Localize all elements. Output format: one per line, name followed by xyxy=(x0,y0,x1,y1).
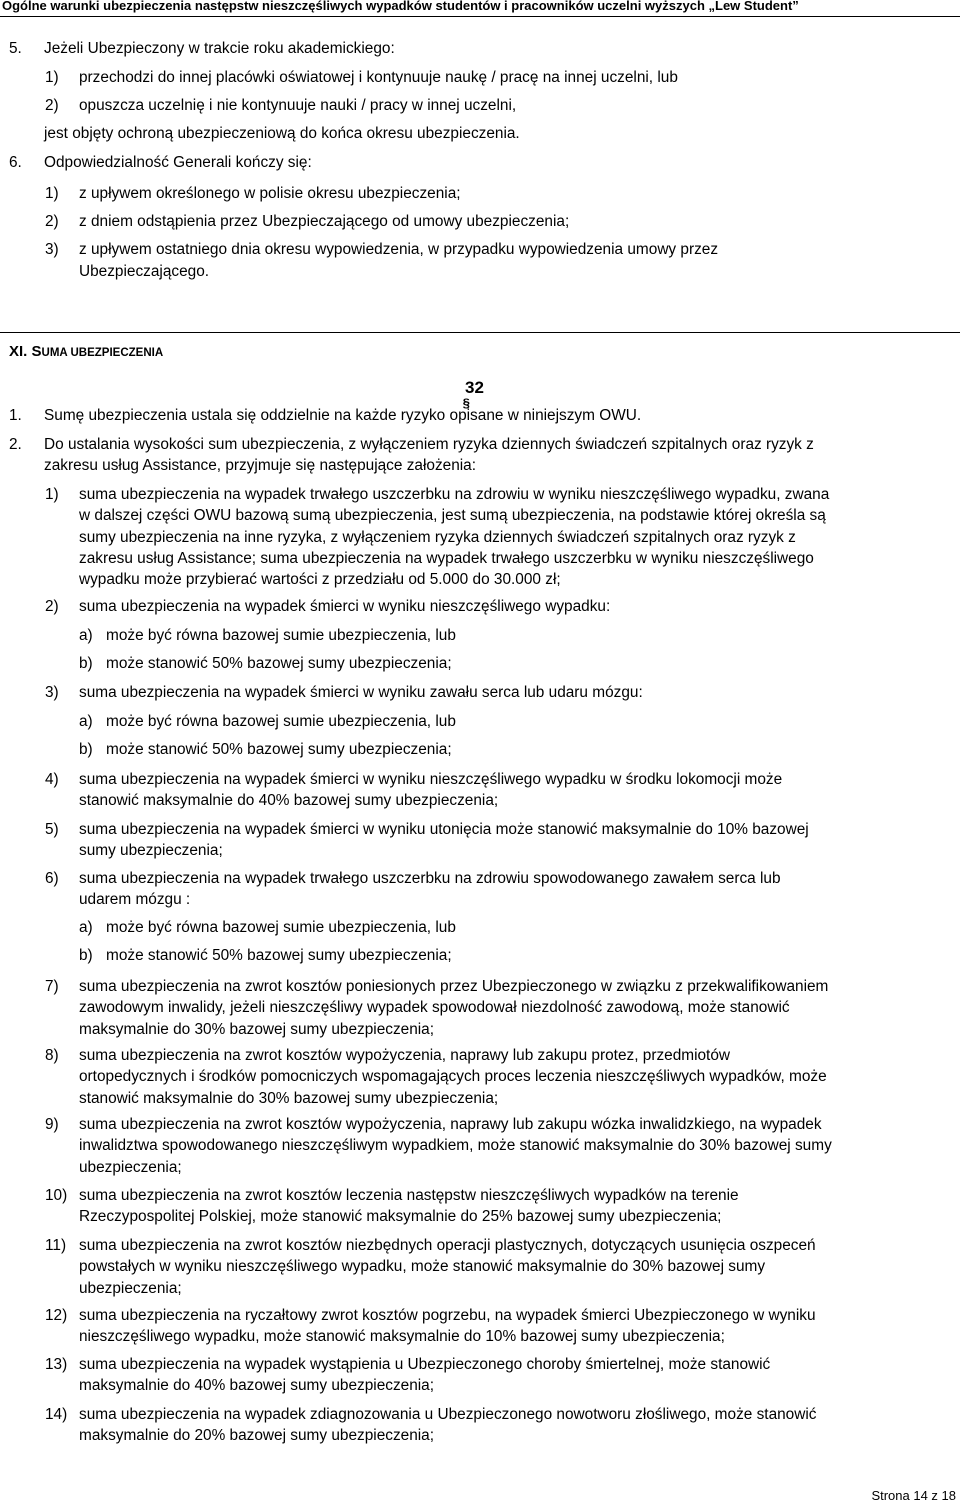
point-number: 1. xyxy=(9,407,22,424)
subitem-text: może stanowić 50% bazowej sumy ubezpieczenia; xyxy=(106,655,452,672)
subitem-number: a) xyxy=(79,627,93,644)
paragraph-symbol: § xyxy=(462,396,471,410)
subitem-number: a) xyxy=(79,713,93,730)
item-text: suma ubezpieczenia na wypadek śmierci w wyniku utonięcia może stanowić maksymalnie do 10% bazowej xyxy=(79,821,809,838)
item-text: z upływem ostatniego dnia okresu wypowiedzenia, w przypadku wypowiedzenia umowy przez xyxy=(79,241,719,258)
item-text: z dniem odstąpienia przez Ubezpieczającego od umowy ubezpieczenia; xyxy=(79,213,570,230)
item-text: ubezpieczenia; xyxy=(79,1279,182,1297)
subitem-number: b) xyxy=(79,655,93,672)
point-text: Do ustalania wysokości sum ubezpieczenia, z wyłączeniem ryzyka dziennych świadczeń szpitalnych oraz ryzyk z xyxy=(44,436,814,453)
subitem-number: b) xyxy=(79,741,93,758)
item-text: suma ubezpieczenia na zwrot kosztów poniesionych przez Ubezpieczonego w związku z przekwalifikowaniem xyxy=(79,978,829,995)
item-number: 12) xyxy=(45,1307,68,1324)
item-number: 2) xyxy=(45,598,59,615)
item-text: suma ubezpieczenia na zwrot kosztów niezbędnych operacji plastycznych, dotyczących usunięcia oszpeceń xyxy=(79,1237,816,1254)
item-text: maksymalnie do 40% bazowej sumy ubezpieczenia; xyxy=(79,1377,435,1395)
item-text: Ubezpieczającego. xyxy=(79,263,210,280)
item-text: opuszcza uczelnię i nie kontynuuje nauki / pracy w innej uczelni, xyxy=(79,97,517,114)
item-text: sumy ubezpieczenia na inne ryzyka, z wyłączeniem ryzyka dziennych świadczeń szpitalnych oraz ryzyk z xyxy=(79,528,796,546)
item-number: 1) xyxy=(45,486,59,503)
item-number: 13) xyxy=(45,1356,68,1373)
subitem-text: może być równa bazowej sumie ubezpieczenia, lub xyxy=(106,713,456,730)
item-number: 10) xyxy=(45,1187,68,1204)
page-footer xyxy=(871,1488,956,1503)
point-text: Sumę ubezpieczenia ustala się oddzielnie na każde ryzyko opisane w niniejszym OWU. xyxy=(44,407,642,424)
item-text: Rzeczypospolitej Polskiej, może stanowić maksymalnie do 25% bazowej sumy ubezpieczenia; xyxy=(79,1208,722,1226)
item-number: 7) xyxy=(45,978,59,995)
point-text: zakresu usług Assistance, przyjmuje się następujące założenia: xyxy=(44,457,477,474)
subitem-number: b) xyxy=(79,947,93,964)
item-text: suma ubezpieczenia na zwrot kosztów leczenia następstw nieszczęśliwych wypadków na terenie xyxy=(79,1187,739,1204)
item-number: 8) xyxy=(45,1047,59,1064)
item-number: 9) xyxy=(45,1116,59,1133)
item-number: 5) xyxy=(45,821,59,838)
item-number: 3) xyxy=(45,241,59,258)
item-text: suma ubezpieczenia na wypadek śmierci w wyniku zawału serca lub udaru mózgu: xyxy=(79,684,643,701)
item-text: przechodzi do innej placówki oświatowej i kontynuuje naukę / pracę na innej uczelni, lub xyxy=(79,69,678,86)
item-text: stanowić maksymalnie do 30% bazowej sumy ubezpieczenia; xyxy=(79,1089,499,1107)
item-text: suma ubezpieczenia na wypadek trwałego uszczerbku na zdrowiu w wyniku nieszczęśliwego wypadku, zwana xyxy=(79,486,830,503)
item-text: suma ubezpieczenia na wypadek zdiagnozowania u Ubezpieczonego nowotworu złośliwego, może stanowić xyxy=(79,1406,817,1423)
section-title xyxy=(9,343,163,360)
item-text: suma ubezpieczenia na ryczałtowy zwrot kosztów pogrzebu, na wypadek śmierci Ubezpieczonego w wyniku xyxy=(79,1307,816,1324)
item-text: ortopedycznych i środków pomocniczych wspomagających proces leczenia nieszczęśliwych wypadków, może xyxy=(79,1068,827,1086)
point-text: Jeżeli Ubezpieczony w trakcie roku akademickiego: xyxy=(44,40,395,57)
header-title: Ogólne warunki ubezpieczenia następstw nieszczęśliwych wypadków studentów i pracowników uczelni wyższych „Lew Student” xyxy=(2,0,799,13)
item-text: sumy ubezpieczenia; xyxy=(79,842,223,860)
subitem-number: a) xyxy=(79,919,93,936)
subitem-text: może być równa bazowej sumie ubezpieczenia, lub xyxy=(106,919,456,936)
item-text: suma ubezpieczenia na wypadek wystąpienia u Ubezpieczonego choroby śmiertelnej, może stanowić xyxy=(79,1356,771,1373)
section-title-first: S xyxy=(31,343,42,360)
item-number: 14) xyxy=(45,1406,68,1423)
item-text: suma ubezpieczenia na zwrot kosztów wypożyczenia, naprawy lub zakupu wózka inwalidzkiego, na wypadek xyxy=(79,1116,822,1133)
point-number: 2. xyxy=(9,436,22,453)
item-number: 2) xyxy=(45,97,59,114)
item-text: zakresu usług Assistance; suma ubezpieczenia na wypadek trwałego uszczerbku w wyniku nieszczęśliwego xyxy=(79,549,814,567)
item-text: suma ubezpieczenia na zwrot kosztów wypożyczenia, naprawy lub zakupu protez, przedmiotów xyxy=(79,1047,731,1064)
item-text: udarem mózgu : xyxy=(79,891,191,909)
page-number: Strona 14 z 18 xyxy=(871,1488,956,1503)
page-header xyxy=(0,0,960,17)
point-text: Odpowiedzialność Generali kończy się: xyxy=(44,154,312,171)
item-number: 4) xyxy=(45,771,59,788)
item-text: suma ubezpieczenia na wypadek trwałego uszczerbku na zdrowiu spowodowanego zawałem serca lub xyxy=(79,870,781,887)
paragraph-number: 32 xyxy=(465,378,484,397)
item-text: suma ubezpieczenia na wypadek śmierci w wyniku nieszczęśliwego wypadku: xyxy=(79,598,611,615)
point-number: 5. xyxy=(9,40,22,57)
item-text: nieszczęśliwego wypadku, może stanowić maksymalnie do 10% bazowej sumy ubezpieczenia; xyxy=(79,1328,725,1346)
item-number: 3) xyxy=(45,684,59,701)
section-title-rest: UMA UBEZPIECZENIA xyxy=(41,347,164,359)
item-number: 6) xyxy=(45,870,59,887)
item-text: z upływem określonego w polisie okresu ubezpieczenia; xyxy=(79,185,461,202)
section-divider xyxy=(0,332,960,333)
item-text: powstałych w wyniku nieszczęśliwego wypadku, może stanowić maksymalnie do 30% bazowej sumy xyxy=(79,1258,766,1276)
subitem-text: może być równa bazowej sumie ubezpieczenia, lub xyxy=(106,627,456,644)
item-text: maksymalnie do 20% bazowej sumy ubezpieczenia; xyxy=(79,1427,435,1445)
item-text: ubezpieczenia; xyxy=(79,1158,182,1176)
subitem-text: może stanowić 50% bazowej sumy ubezpieczenia; xyxy=(106,741,452,758)
point-number: 6. xyxy=(9,154,22,171)
item-text: inwalidztwa spowodowanego nieszczęśliwym wypadkiem, może stanowić maksymalnie do 30% bazowej sumy xyxy=(79,1137,832,1155)
item-text: stanowić maksymalnie do 40% bazowej sumy ubezpieczenia; xyxy=(79,792,499,810)
item-text: wypadku może przybierać wartości z przedziału od 5.000 do 30.000 zł; xyxy=(79,571,561,589)
subitem-text: może stanowić 50% bazowej sumy ubezpieczenia; xyxy=(106,947,452,964)
item-number: 11) xyxy=(45,1237,67,1254)
item-text: suma ubezpieczenia na wypadek śmierci w wyniku nieszczęśliwego wypadku w środku lokomocji może xyxy=(79,771,783,788)
section-roman: XI. xyxy=(9,343,28,360)
item-text: zawodowym inwalidy, jeżeli nieszczęśliwy wypadek spowodował niezdolność zawodową, może stanowić xyxy=(79,999,790,1017)
item-number: 1) xyxy=(45,69,59,86)
item-number: 1) xyxy=(45,185,59,202)
item-text: w dalszej części OWU bazową sumą ubezpieczenia, jest sumą ubezpieczenia, na podstawie której określa są xyxy=(79,507,826,525)
item-number: 2) xyxy=(45,213,59,230)
item-text: maksymalnie do 30% bazowej sumy ubezpieczenia; xyxy=(79,1020,435,1038)
point-tail: jest objęty ochroną ubezpieczeniową do końca okresu ubezpieczenia. xyxy=(44,125,520,142)
